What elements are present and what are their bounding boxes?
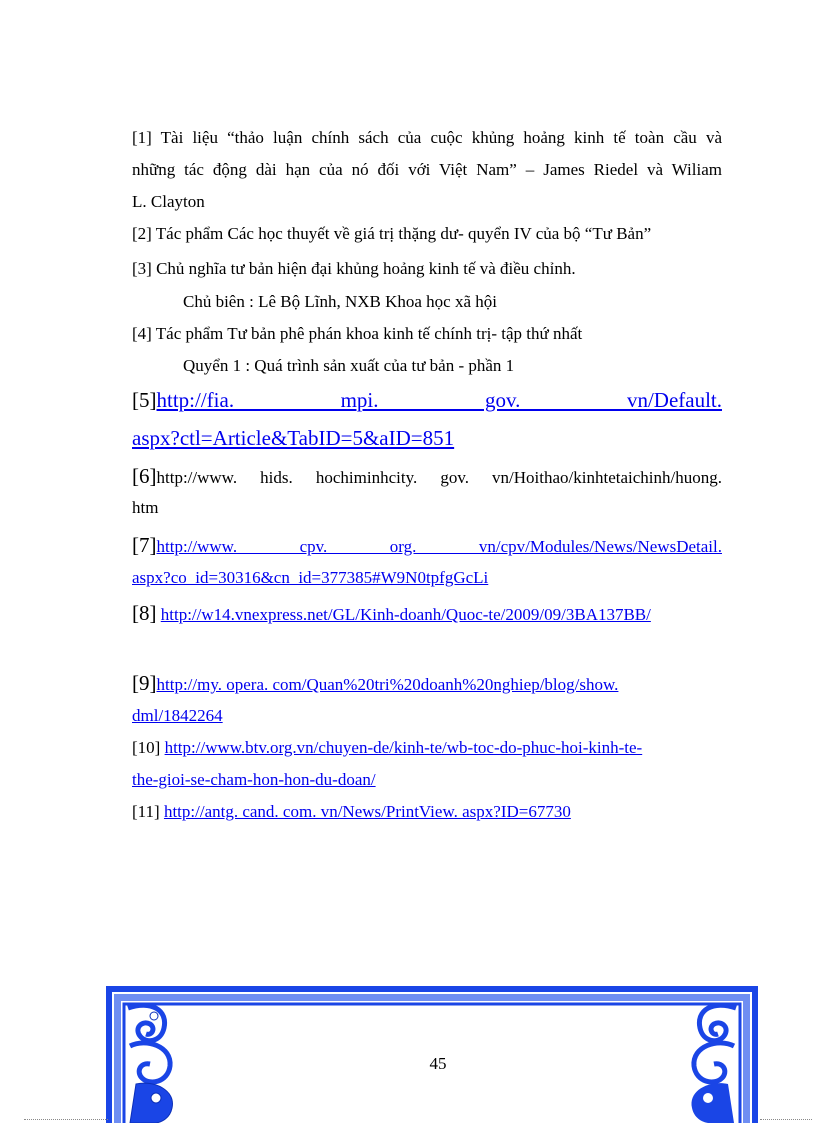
- ref-4-line-1: [4] Tác phẩm Tư bản phê phán khoa kinh tế chính trị- tập thứ nhất: [132, 324, 583, 343]
- ref-7-link[interactable]: http://www. cpv. org. vn/cpv/Modules/News/NewsDetail.: [156, 537, 722, 556]
- ref-6-label: [6]: [132, 464, 157, 488]
- ref-11-label: [11]: [132, 802, 160, 821]
- ref-7-label: [7]: [132, 533, 157, 557]
- ref-8-label: [8]: [132, 601, 157, 625]
- ref-10-line-2: [132, 764, 722, 796]
- ref-6-line-1: [132, 460, 722, 494]
- ref-3-line-1: [3] Chủ nghĩa tư bản hiện đại khủng hoảng kinh tế và điều chỉnh.: [132, 259, 576, 278]
- ref-10-link[interactable]: http://www.btv.org.vn/chuyen-de/kinh-te/wb-toc-do-phuc-hoi-kinh-te-: [164, 738, 643, 757]
- ref-10-line-1: [132, 732, 722, 764]
- ref-1-line-3: L. Clayton: [132, 192, 205, 211]
- page-number: 45: [429, 1054, 447, 1073]
- ref-8: [132, 597, 722, 631]
- ref-5-link[interactable]: http://fia. mpi. gov. vn/Default.: [156, 388, 722, 412]
- ref-5-line-2: [132, 422, 722, 454]
- ref-9-line-1: [132, 667, 722, 701]
- ref-4-line-2: Quyển 1 : Quá trình sản xuất của tư bản - phần 1: [183, 356, 515, 375]
- ref-6-line-2: htm: [132, 498, 159, 517]
- ref-1-line-2: những tác động dài hạn của nó đối với Việt Nam” – James Riedel và Wiliam: [132, 160, 722, 179]
- left-corner-ornament-icon: [128, 1005, 172, 1123]
- ref-9-link-cont[interactable]: dml/1842264: [132, 706, 223, 725]
- ref-6-url: http://www. hids. hochiminhcity. gov. vn/Hoithao/kinhtetaichinh/huong.: [156, 468, 722, 487]
- right-corner-ornament-icon: [692, 1005, 736, 1123]
- ref-11: [132, 796, 722, 828]
- ref-7-link-cont[interactable]: aspx?co_id=30316&cn_id=377385#W9N0tpfgGcLi: [132, 568, 489, 587]
- ref-9-label: [9]: [132, 671, 157, 695]
- ref-10-label: [10]: [132, 738, 161, 757]
- ref-8-link[interactable]: http://w14.vnexpress.net/GL/Kinh-doanh/Quoc-te/2009/09/3BA137BB/: [160, 605, 651, 624]
- ref-1-line-1: [1] Tài liệu “thảo luận chính sách của cuộc khủng hoảng kinh tế toàn cầu và: [132, 128, 722, 147]
- ref-5-label: [5]: [132, 388, 157, 412]
- bottom-left-dotted-line: [24, 1119, 108, 1122]
- ref-7-line-1: [132, 529, 722, 563]
- bottom-right-dotted-line: [760, 1119, 812, 1122]
- ref-2: [2] Tác phẩm Các học thuyết về giá trị thặng dư- quyển IV của bộ “Tư Bản”: [132, 224, 652, 243]
- ref-9-link[interactable]: http://my. opera. com/Quan%20tri%20doanh%20nghiep/blog/show.: [156, 675, 619, 694]
- ref-7-line-2: [132, 562, 722, 594]
- ref-5-link-cont[interactable]: aspx?ctl=Article&TabID=5&aID=851: [132, 426, 455, 450]
- ref-9-line-2: [132, 700, 722, 732]
- ref-3-line-2: Chủ biên : Lê Bộ Lĩnh, NXB Khoa học xã hội: [183, 292, 497, 311]
- ref-10-link-cont[interactable]: the-gioi-se-cham-hon-hon-du-doan/: [132, 770, 376, 789]
- ref-5-line-1: [132, 384, 722, 416]
- ref-11-link[interactable]: http://antg. cand. com. vn/News/PrintView. aspx?ID=67730: [163, 802, 571, 821]
